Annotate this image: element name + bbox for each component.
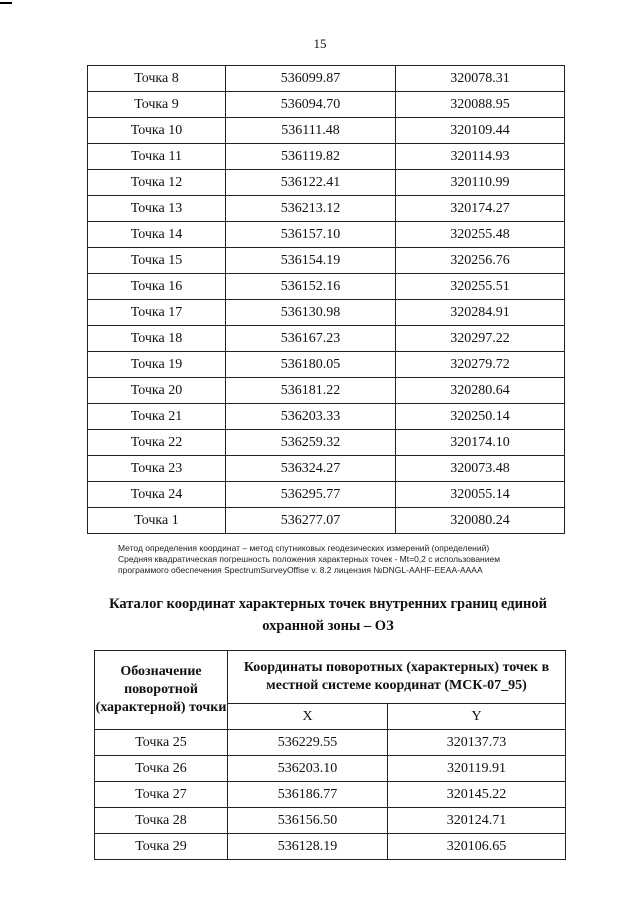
- x-coordinate-cell: 536180.05: [226, 352, 396, 378]
- x-coordinate-cell: 536324.27: [226, 456, 396, 482]
- method-notes: [118, 543, 500, 576]
- y-coordinate-cell: 320250.14: [396, 404, 565, 430]
- point-designation-header: Обозначение поворотной (характерной) точки: [95, 651, 228, 730]
- x-coordinate-cell: 536277.07: [226, 508, 396, 534]
- x-coordinate-cell: 536181.22: [226, 378, 396, 404]
- table-row: [95, 756, 566, 782]
- point-name-cell: Точка 9: [88, 92, 226, 118]
- y-coordinate-cell: 320145.22: [388, 782, 566, 808]
- point-name-cell: Точка 24: [88, 482, 226, 508]
- x-coordinate-cell: 536229.55: [228, 730, 388, 756]
- y-coordinate-cell: 320255.48: [396, 222, 565, 248]
- coordinates-table-1: [87, 65, 565, 534]
- y-coordinate-cell: 320137.73: [388, 730, 566, 756]
- y-coordinate-cell: 320078.31: [396, 66, 565, 92]
- table-row: [88, 482, 565, 508]
- table-row: [88, 248, 565, 274]
- x-coordinate-cell: 536128.19: [228, 834, 388, 860]
- page-number: 15: [313, 36, 327, 51]
- table-row: [88, 274, 565, 300]
- x-coordinate-cell: 536203.33: [226, 404, 396, 430]
- x-coordinate-cell: 536186.77: [228, 782, 388, 808]
- corner-mark: [0, 2, 12, 4]
- table-row: [88, 378, 565, 404]
- y-coordinate-cell: 320088.95: [396, 92, 565, 118]
- coordinates-system-header: Координаты поворотных (характерных) точек в местной системе координат (МСК-07_95): [228, 651, 566, 704]
- software-note: программого обеспечения SpectrumSurveyOffise v. 8.2 лицензия №DNGL-AAHF-EEAA-AAAA: [118, 565, 483, 575]
- table-row: [88, 118, 565, 144]
- x-coordinate-cell: 536213.12: [226, 196, 396, 222]
- x-coordinate-cell: 536094.70: [226, 92, 396, 118]
- point-name-cell: Точка 27: [95, 782, 228, 808]
- y-coordinate-cell: 320284.91: [396, 300, 565, 326]
- y-coordinate-cell: 320297.22: [396, 326, 565, 352]
- x-coordinate-cell: 536203.10: [228, 756, 388, 782]
- x-coordinate-cell: 536152.16: [226, 274, 396, 300]
- x-coordinate-cell: 536122.41: [226, 170, 396, 196]
- x-coordinate-cell: 536099.87: [226, 66, 396, 92]
- y-coordinate-cell: 320119.91: [388, 756, 566, 782]
- point-name-cell: Точка 12: [88, 170, 226, 196]
- table-row: [88, 66, 565, 92]
- table-row: [95, 782, 566, 808]
- table-2-header-row: [95, 651, 566, 704]
- point-name-cell: Точка 23: [88, 456, 226, 482]
- table-row: [88, 92, 565, 118]
- table-row: [88, 430, 565, 456]
- coordinates-table-1-body: [88, 66, 565, 534]
- point-name-cell: Точка 29: [95, 834, 228, 860]
- method-note: Метод определения координат – метод спутниковых геодезических измерений (определений): [118, 543, 490, 553]
- table-row: [88, 170, 565, 196]
- x-coordinate-cell: 536259.32: [226, 430, 396, 456]
- coordinates-table-2-body: [95, 730, 566, 860]
- y-coordinate-cell: 320114.93: [396, 144, 565, 170]
- table-row: [88, 326, 565, 352]
- point-name-cell: Точка 11: [88, 144, 226, 170]
- x-coordinate-cell: 536167.23: [226, 326, 396, 352]
- table-row: [95, 834, 566, 860]
- x-coordinate-cell: 536130.98: [226, 300, 396, 326]
- point-name-cell: Точка 26: [95, 756, 228, 782]
- section-heading: [88, 593, 568, 637]
- section-heading-line-2: охранной зоны – ОЗ: [262, 618, 394, 634]
- y-coordinate-cell: 320174.27: [396, 196, 565, 222]
- y-coordinate-cell: 320055.14: [396, 482, 565, 508]
- point-name-cell: Точка 13: [88, 196, 226, 222]
- y-coordinate-cell: 320279.72: [396, 352, 565, 378]
- point-name-cell: Точка 16: [88, 274, 226, 300]
- x-coordinate-cell: 536156.50: [228, 808, 388, 834]
- table-row: [95, 808, 566, 834]
- point-name-cell: Точка 18: [88, 326, 226, 352]
- table-row: [88, 144, 565, 170]
- y-axis-header: Y: [388, 704, 566, 730]
- y-coordinate-cell: 320174.10: [396, 430, 565, 456]
- y-coordinate-cell: 320080.24: [396, 508, 565, 534]
- y-coordinate-cell: 320124.71: [388, 808, 566, 834]
- coordinates-table-2: [94, 650, 566, 860]
- x-coordinate-cell: 536157.10: [226, 222, 396, 248]
- point-name-cell: Точка 10: [88, 118, 226, 144]
- y-coordinate-cell: 320106.65: [388, 834, 566, 860]
- point-name-cell: Точка 22: [88, 430, 226, 456]
- y-coordinate-cell: 320255.51: [396, 274, 565, 300]
- point-name-cell: Точка 25: [95, 730, 228, 756]
- table-row: [88, 300, 565, 326]
- table-row: [95, 730, 566, 756]
- point-name-cell: Точка 15: [88, 248, 226, 274]
- y-coordinate-cell: 320110.99: [396, 170, 565, 196]
- y-coordinate-cell: 320109.44: [396, 118, 565, 144]
- table-row: [88, 456, 565, 482]
- table-row: [88, 352, 565, 378]
- x-coordinate-cell: 536295.77: [226, 482, 396, 508]
- point-name-cell: Точка 8: [88, 66, 226, 92]
- table-row: [88, 508, 565, 534]
- point-name-cell: Точка 20: [88, 378, 226, 404]
- table-row: [88, 196, 565, 222]
- point-name-cell: Точка 21: [88, 404, 226, 430]
- x-coordinate-cell: 536111.48: [226, 118, 396, 144]
- point-name-cell: Точка 19: [88, 352, 226, 378]
- x-axis-header: X: [228, 704, 388, 730]
- point-name-cell: Точка 17: [88, 300, 226, 326]
- point-name-cell: Точка 1: [88, 508, 226, 534]
- table-row: [88, 404, 565, 430]
- y-coordinate-cell: 320073.48: [396, 456, 565, 482]
- y-coordinate-cell: 320256.76: [396, 248, 565, 274]
- y-coordinate-cell: 320280.64: [396, 378, 565, 404]
- table-row: [88, 222, 565, 248]
- section-heading-line-1: Каталог координат характерных точек внутренних границ единой: [109, 596, 547, 612]
- point-name-cell: Точка 28: [95, 808, 228, 834]
- accuracy-note: Средняя квадратическая погрешность положения характерных точек - Mt=0,2 с использованием: [118, 554, 501, 564]
- x-coordinate-cell: 536119.82: [226, 144, 396, 170]
- point-name-cell: Точка 14: [88, 222, 226, 248]
- x-coordinate-cell: 536154.19: [226, 248, 396, 274]
